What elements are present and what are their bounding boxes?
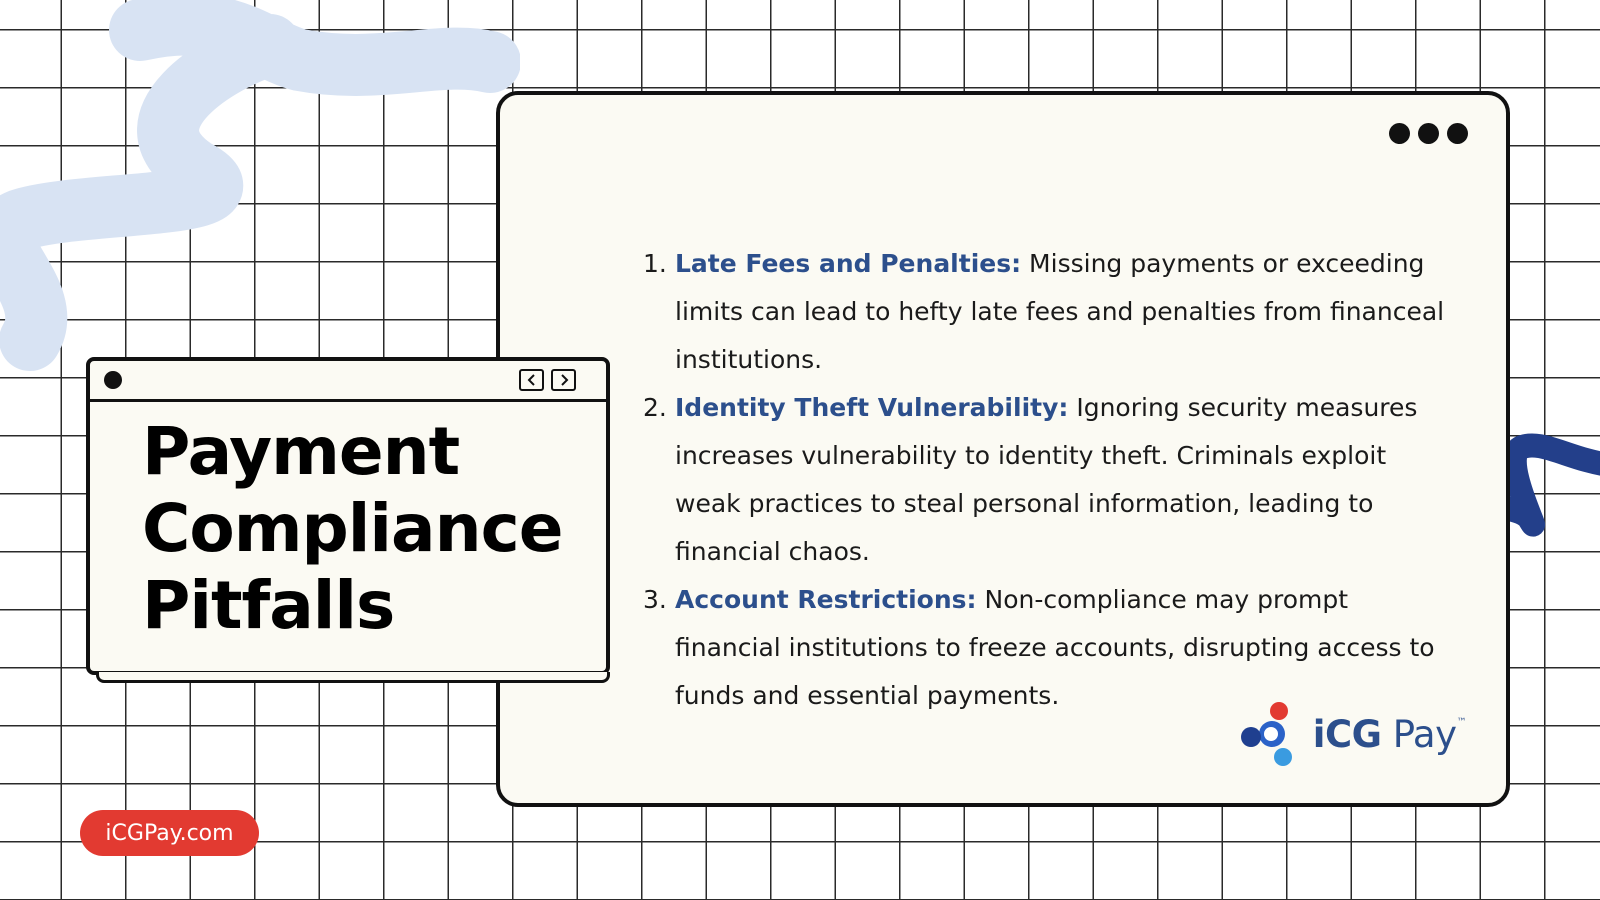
brand-name: iCG Pay™ xyxy=(1312,712,1466,756)
list-item xyxy=(643,240,1445,384)
list-item-text: Ignoring security measures increases vulnerability to identity theft. Criminals exploit weak practices to steal personal information, leading to financial chaos. xyxy=(675,393,1418,566)
list-item-term: Account Restrictions: xyxy=(675,585,977,614)
window-menu-dots-icon[interactable] xyxy=(1389,123,1468,144)
pitfalls-list xyxy=(643,240,1445,720)
title-window xyxy=(86,357,610,675)
list-item-term: Identity Theft Vulnerability: xyxy=(675,393,1069,422)
list-item-number: 1. xyxy=(643,249,667,278)
list-item xyxy=(643,384,1445,576)
brand-logo xyxy=(1237,699,1466,769)
content-window xyxy=(496,91,1510,807)
light-blue-squiggle-decoration xyxy=(0,0,520,400)
back-arrow-icon[interactable] xyxy=(519,369,544,391)
website-badge[interactable]: iCGPay.com xyxy=(80,810,259,856)
list-item-text: Missing payments or exceeding limits can lead to hefty late fees and penalties from financeal institutions. xyxy=(675,249,1445,374)
list-item-term: Late Fees and Penalties: xyxy=(675,249,1022,278)
forward-arrow-icon[interactable] xyxy=(551,369,576,391)
page-title: Payment Compliance Pitfalls xyxy=(142,413,563,644)
list-item-number: 3. xyxy=(643,585,667,614)
list-item-number: 2. xyxy=(643,393,667,422)
window-dot-icon xyxy=(104,371,122,389)
list-item-text: Non-compliance may prompt financial institutions to freeze accounts, disrupting access to funds and essential payments. xyxy=(675,585,1435,710)
title-bar xyxy=(90,361,606,402)
icg-logo-icon xyxy=(1237,699,1307,769)
